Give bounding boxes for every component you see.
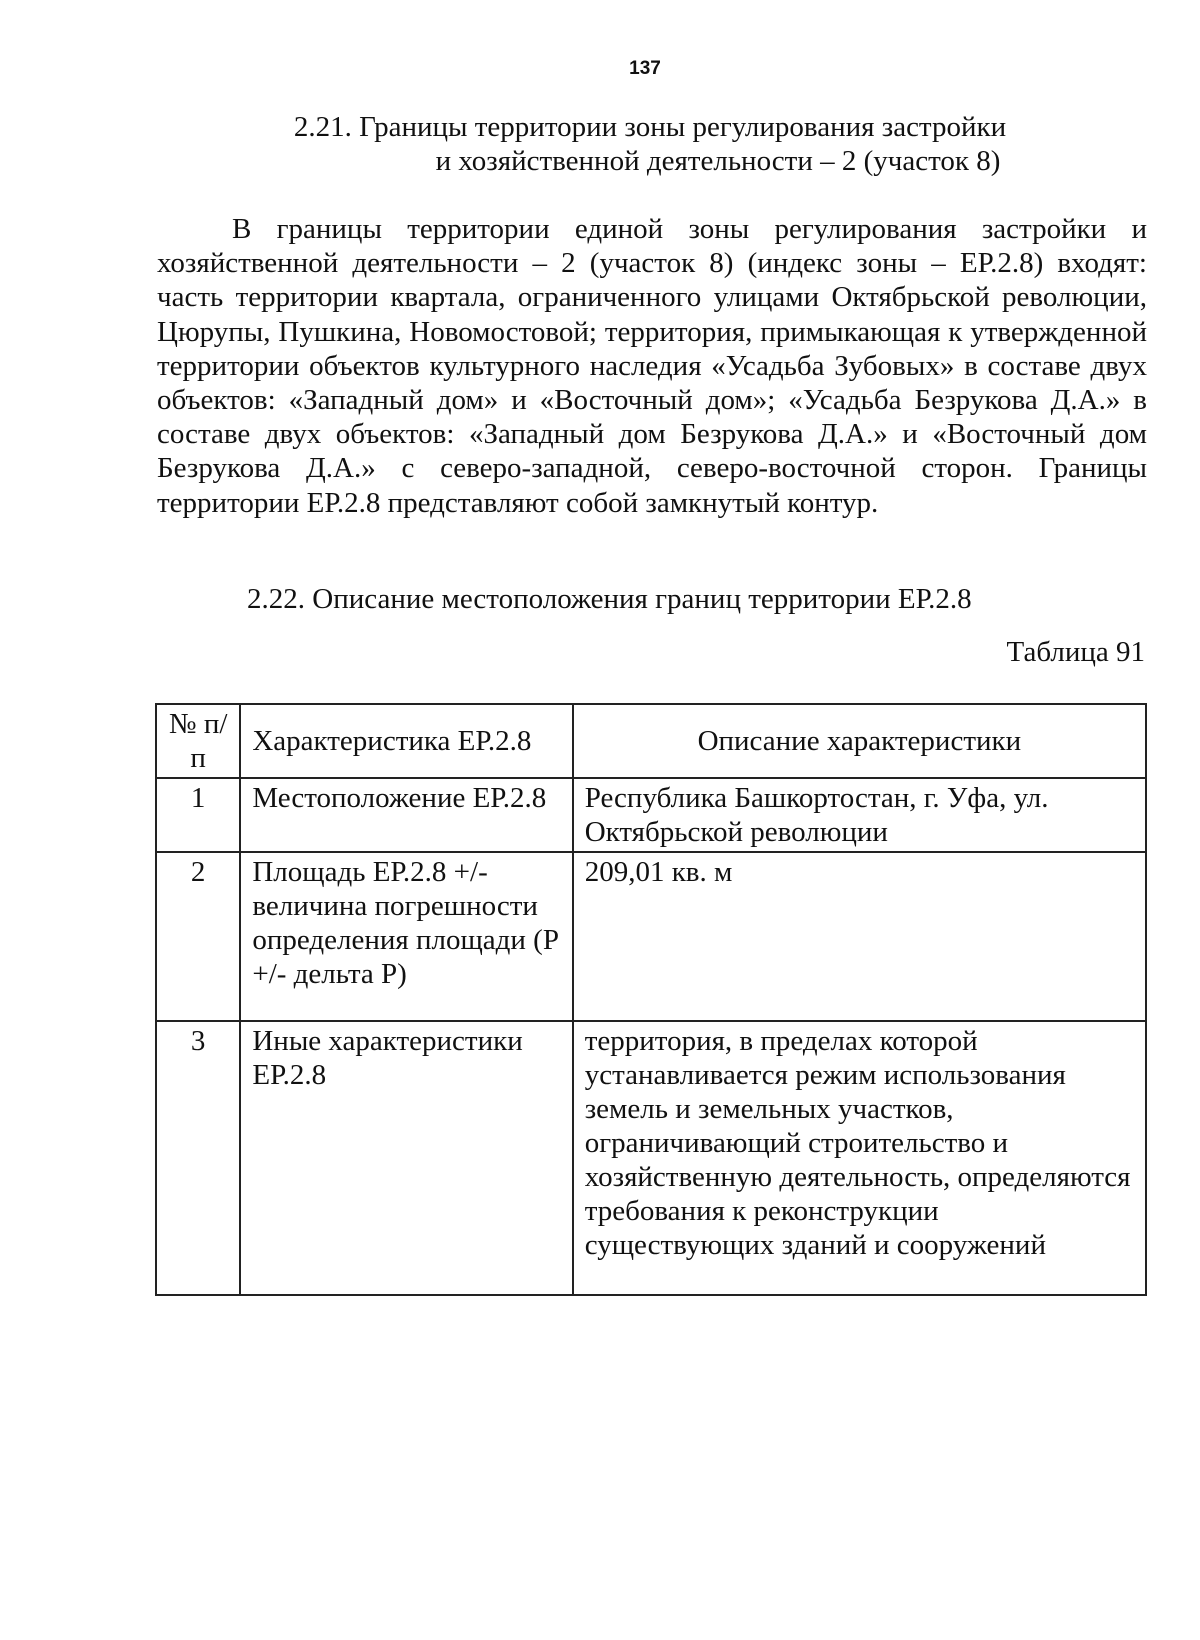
table-caption: Таблица 91 <box>1006 636 1145 668</box>
body-paragraph: В границы территории единой зоны регулирования застройки и хозяйственной деятельности – 2 (участок 8) (индекс зоны – ЕР.2.8) входят: часть территории квартала, ограниченного улицами Октябрьской революции, Цюрупы, Пушкина, Новомостовой; территория, примыкающая к утвержденной территории объектов культурного наследия «Усадьба Зубовых» в составе двух объектов: «Западный дом» и «Восточный дом»; «Усадьба Безрукова Д.А.» в составе двух объектов: «Западный дом Безрукова Д.А.» и «Восточный дом Безрукова Д.А.» с северо-западной, северо-восточной сторон. Границы территории ЕР.2.8 представляют собой замкнутый контур. <box>157 213 1147 519</box>
row-description: 209,01 кв. м <box>573 852 1146 1021</box>
row-description: Республика Башкортостан, г. Уфа, ул. Октябрьской революции <box>573 778 1146 852</box>
table-row <box>156 1021 1146 1295</box>
table-row <box>156 852 1146 1021</box>
row-num: 3 <box>156 1021 240 1295</box>
table-header-row <box>156 704 1146 778</box>
header-num: № п/п <box>156 704 240 778</box>
row-num: 1 <box>156 778 240 852</box>
table-row <box>156 778 1146 852</box>
row-characteristic: Иные характеристики ЕР.2.8 <box>240 1021 572 1295</box>
row-num: 2 <box>156 852 240 1021</box>
section-heading-line-1: 2.21. Границы территории зоны регулирования застройки <box>293 111 1007 143</box>
section-heading-line-2: и хозяйственной деятельности – 2 (участок 8) <box>435 145 1001 177</box>
characteristics-table <box>155 703 1147 1296</box>
row-description: территория, в пределах которой устанавливается режим использования земель и земельных участков, ограничивающий строительство и хозяйственную деятельность, определяются требования к реконструкции существующих зданий и сооружений <box>573 1021 1146 1295</box>
section-heading-2-22: 2.22. Описание местоположения границ территории ЕР.2.8 <box>247 583 972 615</box>
section-heading-2-21 <box>150 110 1150 178</box>
row-characteristic: Местоположение ЕР.2.8 <box>240 778 572 852</box>
header-characteristic: Характеристика ЕР.2.8 <box>240 704 572 778</box>
row-characteristic: Площадь ЕР.2.8 +/- величина погрешности определения площади (Р +/- дельта Р) <box>240 852 572 1021</box>
header-description: Описание характеристики <box>573 704 1146 778</box>
page-number: 137 <box>629 58 661 79</box>
